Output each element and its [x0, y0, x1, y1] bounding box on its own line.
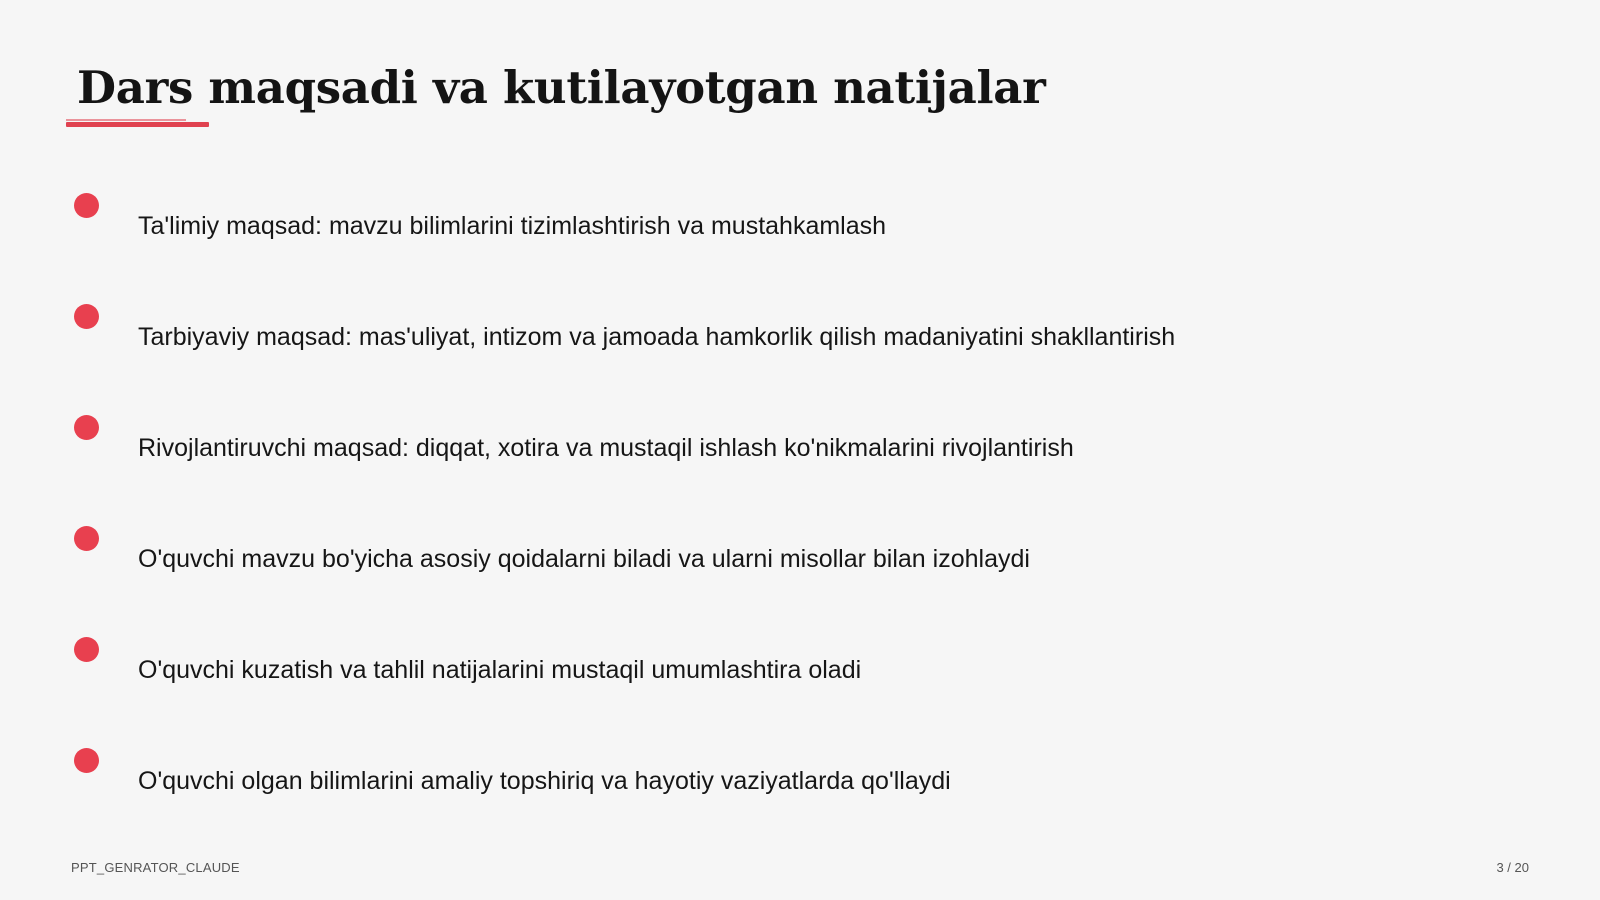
bullet-text: O'quvchi olgan bilimlarini amaliy topshiriq va hayotiy vaziyatlarda qo'llaydi — [138, 767, 951, 795]
bullet-text: Ta'limiy maqsad: mavzu bilimlarini tizimlashtirish va mustahkamlash — [138, 212, 887, 240]
bullet-item — [74, 637, 1474, 707]
bullet-dot-icon — [74, 304, 99, 329]
bullet-item — [74, 193, 1474, 263]
bullet-dot-icon — [74, 193, 99, 218]
bullet-item — [74, 304, 1474, 374]
page-indicator: 3 / 20 — [1496, 860, 1529, 875]
bullet-dot-icon — [74, 526, 99, 551]
bullet-text: Tarbiyaviy maqsad: mas'uliyat, intizom va jamoada hamkorlik qilish madaniyatini shakllantirish — [138, 323, 1176, 351]
bullet-item — [74, 748, 1474, 818]
bullet-text: O'quvchi mavzu bo'yicha asosiy qoidalarni biladi va ularni misollar bilan izohlaydi — [138, 545, 1030, 573]
slide-title: Dars maqsadi va kutilayotgan natijalar — [77, 61, 1046, 114]
footer-source-label: PPT_GENRATOR_CLAUDE — [71, 860, 240, 875]
bullet-item — [74, 526, 1474, 596]
bullet-dot-icon — [74, 415, 99, 440]
bullet-dot-icon — [74, 748, 99, 773]
bullet-text: O'quvchi kuzatish va tahlil natijalarini mustaqil umumlashtira oladi — [138, 656, 862, 684]
bullet-item — [74, 415, 1474, 485]
bullet-dot-icon — [74, 637, 99, 662]
bullet-text: Rivojlantiruvchi maqsad: diqqat, xotira va mustaqil ishlash ko'nikmalarini rivojlantirish — [138, 434, 1074, 462]
